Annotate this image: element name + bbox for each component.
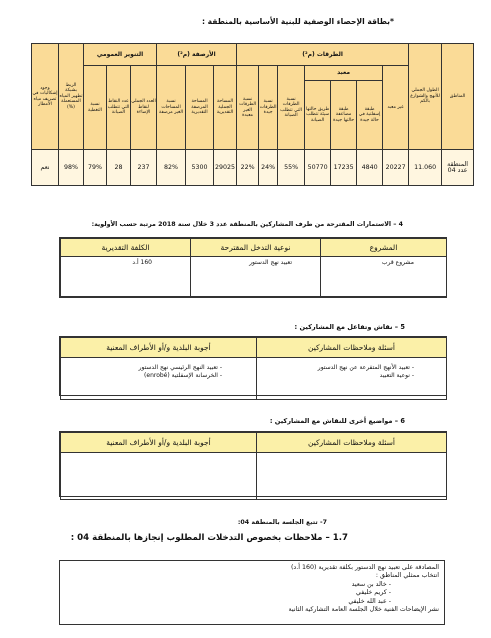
section6-box [59, 431, 447, 497]
cell-answers [61, 358, 257, 400]
value-lamps-maintenance: 28 [107, 150, 131, 186]
note-elect-reps: انتخاب ممثلي المناطق : [375, 572, 439, 580]
cell-questions [257, 358, 447, 400]
header-coverage: نسبة التغطية [84, 66, 107, 150]
value-lamps-total: 237 [131, 150, 157, 186]
header-lamps-maintenance: عدد النقاط التي تتطلب الصيانة [107, 66, 131, 150]
header-pct-unpaved: نسبة الطرقات الغير معبدة [237, 66, 259, 150]
value-layer-good: 17235 [331, 150, 357, 186]
header-region: المناطق [442, 44, 474, 150]
stats-card-title: *بطاقة الإحصاء الوصفية للبنية الأساسية بالمنطقة : [201, 17, 394, 26]
proposals-table [60, 238, 447, 297]
note-publish: نشر الإيضاحات الفنية خلال الجلسة العامة التشاركية الثانية [288, 606, 439, 614]
representative-2: - كريم خليفي [355, 589, 391, 597]
value-sidewalk-paved: 5300 [186, 150, 214, 186]
note-approval: المصادقة على تعبيد نهج الدستور بكلفة تقديرية (160 أ.د) [290, 564, 439, 571]
header-sewer: الربط بشبكة تطهير المياه المستعملة (%) [59, 44, 84, 150]
header-project: المشروع [321, 239, 447, 257]
value-pct-good: 24% [259, 150, 278, 186]
section7-subtitle: 1.7 – ملاحظات بخصوص التدخلات المطلوب إنجازها بالمنطقة 04 : [70, 533, 348, 543]
header-bad-maintenance: طريق حالتها سيئة تتطلب الصيانة [305, 81, 331, 150]
cell-other-questions [257, 453, 447, 500]
header-paved: معبد [305, 66, 383, 81]
header-lighting: التنوير العمومي [84, 44, 157, 66]
section5-box [59, 336, 447, 396]
discussion-table [60, 337, 447, 400]
answer-2: - الخرسانة الإسفلتية (enrobé) [144, 371, 222, 379]
cell-project [321, 257, 447, 297]
value-sidewalk-pct: 82% [157, 150, 186, 186]
value-total-length: 11.060 [409, 150, 442, 186]
header-total-length: الطول الجملي للأنهج والشوارع بالكم [409, 44, 442, 150]
value-coverage: 79% [84, 150, 107, 186]
header-municipality-answers: أجوبة البلدية و/أو الأطراف المعنية [61, 338, 257, 358]
representative-3: - عبد الله خليفي [348, 597, 391, 605]
header-sidewalk-pct: نسبة المساحات الغير مرصفة [157, 66, 186, 150]
header-sidewalk-paved: المساحة المرصفة التقديرية [186, 66, 214, 150]
header-estimated-cost: الكلفة التقديرية [61, 239, 191, 257]
section5-title: 5 – نقاش وتفاعل مع المشاركين : [294, 323, 405, 331]
value-sewer: 98% [59, 150, 84, 186]
cell-other-answers [61, 453, 257, 500]
cell-intervention [191, 257, 321, 297]
section4-box [59, 237, 447, 298]
intervention-value: تعبيد نهج الدستور [249, 259, 292, 266]
header-other-questions: أسئلة وملاحظات المشاركين [257, 433, 447, 453]
value-pct-need-maintenance: 55% [278, 150, 305, 186]
question-2: - نوعية التعبيد [379, 371, 414, 379]
header-sidewalks: الأرصفة (م²) [157, 44, 237, 66]
representative-1: - خالد بن سعيد [351, 580, 391, 588]
header-pct-good: نسبة الطرقات جيدة [259, 66, 278, 150]
header-sidewalk-total: المساحة الجملية التقديرية [214, 66, 237, 150]
section7-title: 7- تتبع الجلسة بالمنطقة 04: [237, 519, 327, 526]
answer-1: - تعبيد النهج الرئيسي نهج الدستور [138, 364, 222, 371]
value-drainage: نعم [32, 150, 59, 186]
value-unpaved: 20227 [383, 150, 409, 186]
header-lamps-total: العدد الجملي لنقاط الإضاءة [131, 66, 157, 150]
header-intervention-type: نوعية التدخل المقترحة [191, 239, 321, 257]
header-asphalt-good: طبقة إسفلتية في حالة جيدة [357, 81, 383, 150]
header-drainage: وجود إشكاليات في تصريف مياه الأمطار [32, 44, 59, 150]
cell-cost [61, 257, 191, 297]
header-participant-questions: أسئلة وملاحظات المشاركين [257, 338, 447, 358]
value-pct-unpaved: 22% [237, 150, 259, 186]
cost-value: 160 أ.د [132, 259, 152, 266]
header-layer-good: طبقة مضاعفة حالتها جيدة [331, 81, 357, 150]
value-sidewalk-total: 29025 [214, 150, 237, 186]
value-asphalt-good: 4840 [357, 150, 383, 186]
header-other-answers: أجوبة البلدية و/أو الأطراف المعنية [61, 433, 257, 453]
value-bad-maintenance: 50770 [305, 150, 331, 186]
question-1: - تعبيد الأنهج المتفرعة عن نهج الدستور [317, 364, 414, 371]
value-region: المنطقة عدد 04 [442, 150, 474, 186]
session-notes [59, 560, 445, 625]
project-value: مشروع قرب [381, 259, 414, 266]
section6-title: 6 – مواضيع أخرى للنقاش مع المشاركين : [269, 417, 405, 425]
header-unpaved: غير معبد [383, 66, 409, 150]
section4-title: 4 – الاستمارات المقترحة من طرف المشاركين بالمنطقة عدد 3 خلال سنة 2018 مرتبة حسب الأولوية: [91, 221, 403, 228]
other-topics-table [60, 432, 447, 500]
header-roads: الطرقات (م²) [237, 44, 409, 66]
header-pct-need-maintenance: نسبة الطرقات التي تتطلب الصيانة [278, 66, 305, 150]
stats-table [31, 43, 474, 186]
